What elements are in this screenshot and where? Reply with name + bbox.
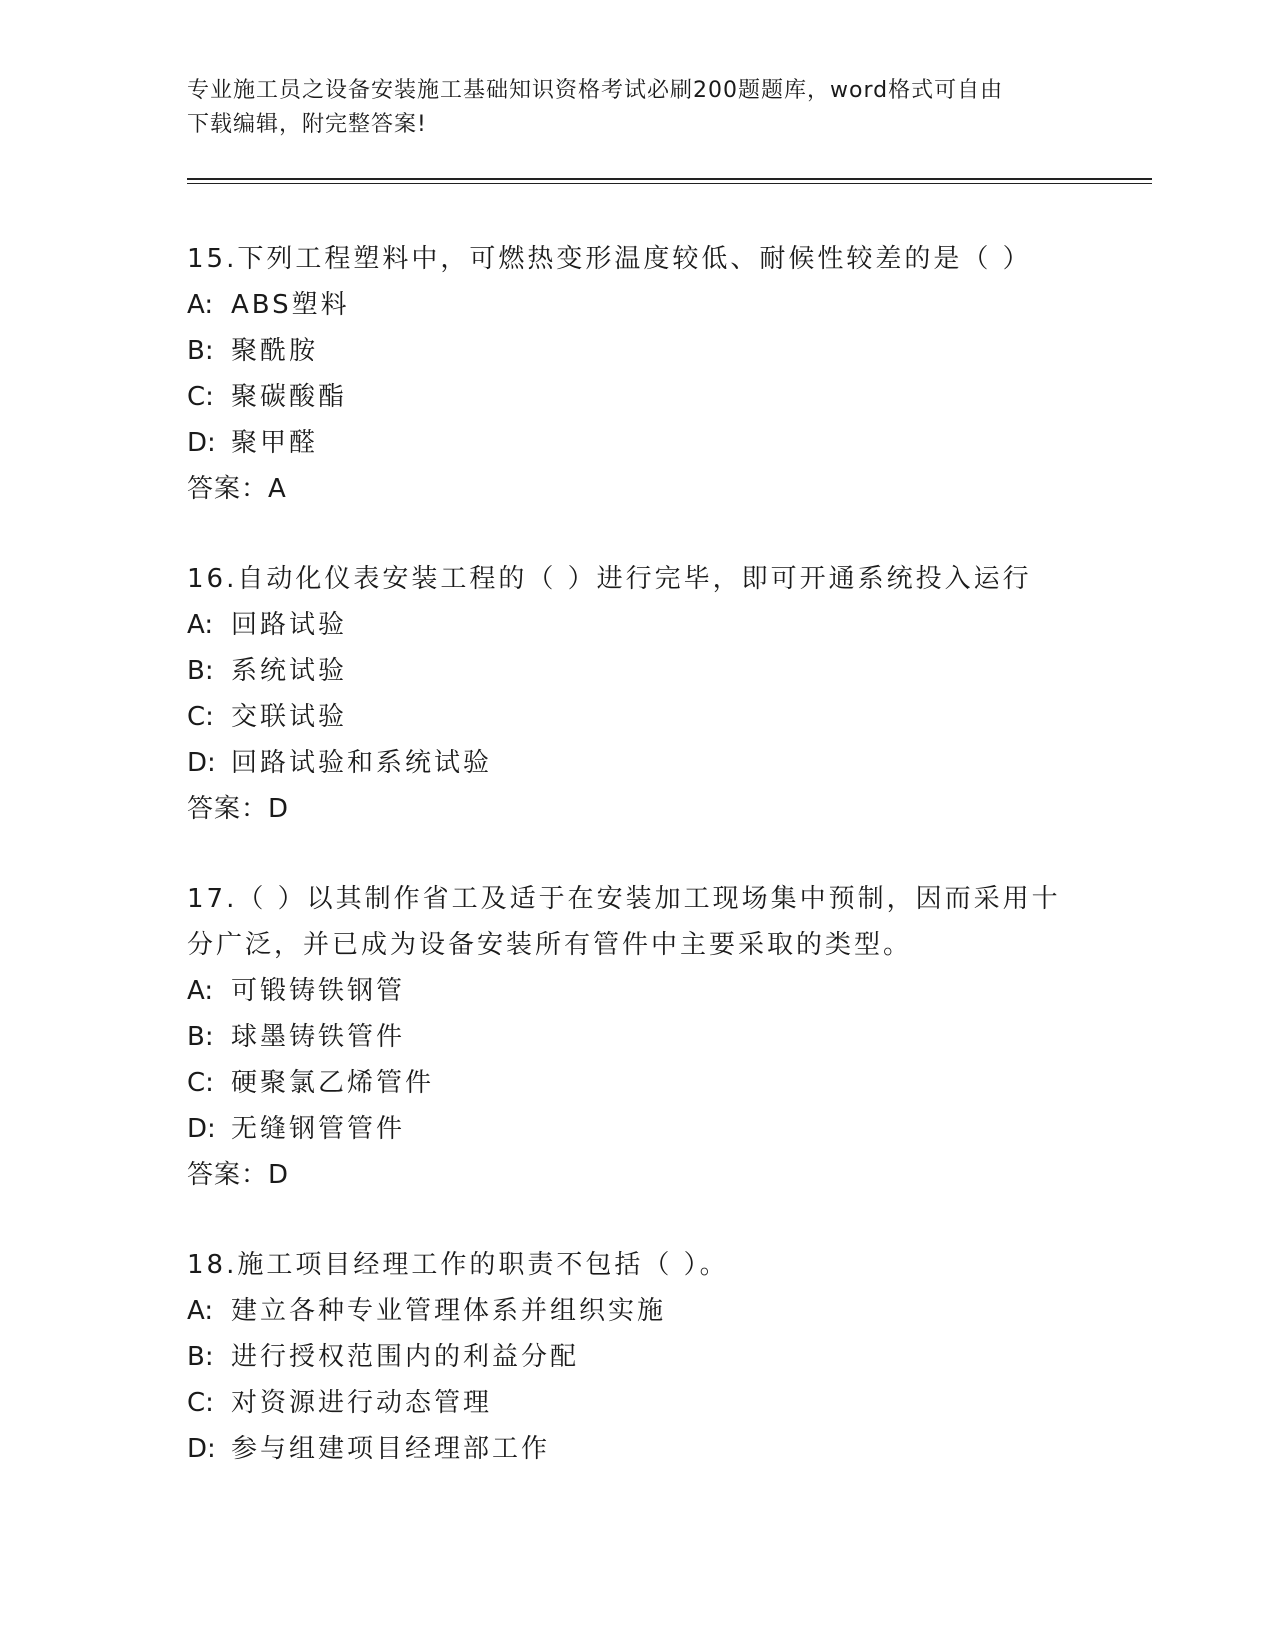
option-text: 建立各种专业管理体系并组织实施 xyxy=(231,1296,667,1326)
option-letter: B: xyxy=(187,1022,214,1052)
option-a xyxy=(187,282,1087,328)
question-18 xyxy=(187,1242,1087,1472)
question-stem: 18.施工项目经理工作的职责不包括（ ）。 xyxy=(187,1250,729,1280)
answer-line: 答案：D xyxy=(187,794,290,824)
question-stem: 16.自动化仪表安装工程的（ ）进行完毕，即可开通系统投入运行 xyxy=(187,564,1032,594)
option-letter: A: xyxy=(187,290,214,320)
option-text: 硬聚氯乙烯管件 xyxy=(231,1068,435,1098)
header-divider-thick xyxy=(187,178,1152,180)
header-line-2: 下载编辑，附完整答案! xyxy=(187,112,427,137)
option-text: 聚酰胺 xyxy=(231,336,319,366)
option-text: 聚甲醛 xyxy=(231,428,319,458)
option-letter: D: xyxy=(187,1434,216,1464)
document-header xyxy=(187,74,1087,142)
option-text: ABS塑料 xyxy=(231,290,350,320)
option-b xyxy=(187,1334,1087,1380)
option-text: 球墨铸铁管件 xyxy=(231,1022,406,1052)
option-letter: C: xyxy=(187,1388,214,1418)
option-text: 回路试验 xyxy=(231,610,348,640)
option-text: 系统试验 xyxy=(231,656,348,686)
option-letter: D: xyxy=(187,428,216,458)
question-15 xyxy=(187,236,1087,512)
question-list xyxy=(187,236,1087,1516)
option-c xyxy=(187,374,1087,420)
option-letter: D: xyxy=(187,748,216,778)
option-b xyxy=(187,1014,1087,1060)
option-text: 可锻铸铁钢管 xyxy=(231,976,406,1006)
option-letter: C: xyxy=(187,382,214,412)
option-letter: B: xyxy=(187,1342,214,1372)
option-a xyxy=(187,602,1087,648)
option-a xyxy=(187,968,1087,1014)
option-letter: A: xyxy=(187,976,214,1006)
answer-line: 答案：D xyxy=(187,1160,290,1190)
option-b xyxy=(187,328,1087,374)
option-a xyxy=(187,1288,1087,1334)
option-letter: C: xyxy=(187,702,214,732)
option-text: 聚碳酸酯 xyxy=(231,382,348,412)
option-c xyxy=(187,1060,1087,1106)
answer-line: 答案：A xyxy=(187,474,287,504)
option-letter: C: xyxy=(187,1068,214,1098)
option-c xyxy=(187,1380,1087,1426)
option-letter: A: xyxy=(187,610,214,640)
option-text: 无缝钢管管件 xyxy=(231,1114,406,1144)
option-c xyxy=(187,694,1087,740)
option-letter: B: xyxy=(187,656,214,686)
option-text: 参与组建项目经理部工作 xyxy=(231,1434,551,1464)
option-text: 交联试验 xyxy=(231,702,348,732)
question-17 xyxy=(187,876,1087,1198)
option-d xyxy=(187,420,1087,466)
option-d xyxy=(187,1106,1087,1152)
header-line-1: 专业施工员之设备安装施工基础知识资格考试必刷200题题库，word格式可自由 xyxy=(187,78,1004,103)
header-divider-thin xyxy=(187,183,1152,184)
option-text: 对资源进行动态管理 xyxy=(231,1388,493,1418)
option-letter: B: xyxy=(187,336,214,366)
option-b xyxy=(187,648,1087,694)
question-stem: 15.下列工程塑料中，可燃热变形温度较低、耐候性较差的是（ ） xyxy=(187,244,1032,274)
option-d xyxy=(187,740,1087,786)
option-text: 回路试验和系统试验 xyxy=(231,748,493,778)
option-letter: A: xyxy=(187,1296,214,1326)
option-d xyxy=(187,1426,1087,1472)
option-letter: D: xyxy=(187,1114,216,1144)
question-16 xyxy=(187,556,1087,832)
question-stem: 17.（ ）以其制作省工及适于在安装加工现场集中预制，因而采用十分广泛，并已成为设备安装所有管件中主要采取的类型。 xyxy=(187,884,1061,960)
option-text: 进行授权范围内的利益分配 xyxy=(231,1342,580,1372)
